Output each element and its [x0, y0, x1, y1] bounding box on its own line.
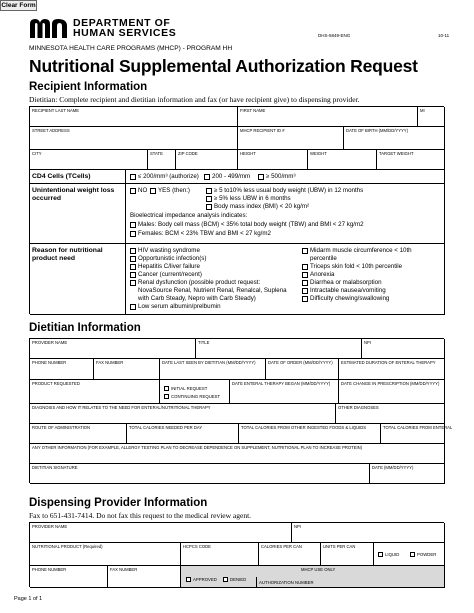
weight-loss-options-cell: [126, 184, 445, 244]
weight-loss-yes-checkbox[interactable]: [150, 188, 156, 194]
reason-midarm-checkbox[interactable]: [302, 248, 308, 254]
dietitian-phone-field[interactable]: [30, 359, 94, 380]
dietitian-fax-field[interactable]: [94, 359, 160, 380]
dept-line-2: HUMAN SERVICES: [73, 27, 177, 39]
reason-renal-checkbox[interactable]: [130, 280, 136, 286]
reason-hiv[interactable]: HIV wasting syndrome: [130, 247, 200, 254]
signature-date-field[interactable]: [370, 464, 445, 484]
dept-line-1: DEPARTMENT OF: [73, 17, 171, 29]
total-other-field[interactable]: [239, 424, 381, 444]
weight-loss-label-cell: [30, 184, 126, 244]
total-needed-label: TOTAL CALORIES NEEDED PER DAY: [129, 425, 203, 430]
continuing-request-checkbox[interactable]: [164, 394, 169, 399]
liquid-checkbox[interactable]: [378, 552, 383, 557]
recipient-first-name-field[interactable]: [238, 107, 418, 127]
criteria-2-checkbox[interactable]: [206, 196, 212, 202]
reason-diarrhea[interactable]: Diarrhea or malabsorption: [302, 279, 382, 286]
enteral-began-label: DATE ENTERAL THERAPY BEGAN (MM/DD/YYYY): [232, 381, 331, 386]
recipient-instructions: Dietitian: Complete recipient and dietitian information and fax (or have recipient give) to dispensing provider.: [29, 95, 360, 104]
est-duration-label: ESTIMATED DURATION OF ENTERAL THERAPY: [341, 360, 436, 365]
renal-products-line-1: NovaSource Renal, Nutrient Renal, Renalcal, Suplena: [138, 287, 287, 294]
dispensing-section-title: Dispensing Provider Information: [29, 497, 208, 509]
state-label: STATE: [150, 151, 163, 156]
weight-label: WEIGHT: [310, 151, 327, 156]
enteral-began-field[interactable]: [230, 380, 339, 404]
total-needed-field[interactable]: [127, 424, 239, 444]
city-label: CITY: [32, 151, 42, 156]
dietitian-title-field[interactable]: [196, 339, 362, 359]
weight-field[interactable]: [308, 150, 377, 170]
target-weight-label: TARGET WEIGHT: [379, 151, 414, 156]
reason-chewing-checkbox[interactable]: [302, 296, 308, 302]
dietitian-title-label: TITLE: [198, 340, 210, 345]
route-field[interactable]: [30, 424, 127, 444]
reason-low-serum[interactable]: Low serum albumin/prelbumin: [130, 303, 221, 310]
zip-field[interactable]: [176, 150, 238, 170]
dispensing-instructions: Fax to 651-431-7414. Do not fax this request to the medical review agent.: [29, 511, 252, 520]
signature-date-label: DATE (MM/DD/YYYY): [372, 465, 414, 470]
first-name-label: FIRST NAME: [240, 108, 266, 113]
dispensing-grid: [29, 522, 444, 587]
cd4-option-3-checkbox[interactable]: [258, 174, 264, 180]
reason-nausea[interactable]: Intractable nausea/vomiting: [302, 287, 386, 294]
bia-females-checkbox[interactable]: [130, 231, 136, 237]
dispensing-npi-label: NPI: [294, 524, 301, 529]
page-title: Nutritional Supplemental Authorization Request: [29, 56, 418, 76]
criteria-1-checkbox[interactable]: [206, 188, 212, 194]
dispensing-fax-field[interactable]: [108, 566, 181, 588]
reason-anorexia[interactable]: Anorexia: [302, 271, 334, 278]
dispensing-phone-field[interactable]: [30, 566, 108, 588]
revision-date: 10-11: [438, 33, 450, 38]
dietitian-provider-name-label: PROVIDER NAME: [32, 340, 68, 345]
powder-checkbox[interactable]: [410, 552, 415, 557]
powder-option[interactable]: POWDER: [410, 552, 436, 557]
street-address-label: STREET ADDRESS: [32, 128, 70, 133]
dhs-logo: [29, 18, 176, 38]
dietitian-signature-label: DIETITIAN SIGNATURE: [32, 465, 78, 470]
request-type-cell: [160, 380, 230, 404]
liquid-option[interactable]: LIQUID: [378, 552, 399, 557]
units-per-can-label: UNITS PER CAN: [323, 544, 356, 549]
reason-hepatitis-checkbox[interactable]: [130, 264, 136, 270]
reason-opportunistic-checkbox[interactable]: [130, 256, 136, 262]
page-footer: Page 1 of 1: [14, 596, 43, 602]
dob-field[interactable]: [344, 127, 445, 150]
bia-males-checkbox[interactable]: [130, 222, 136, 228]
dietitian-grid: [29, 338, 453, 483]
cd4-options-cell: [126, 170, 445, 184]
nutritional-product-label: NUTRITIONAL PRODUCT (Required): [32, 544, 103, 549]
dietitian-npi-field[interactable]: [362, 339, 445, 359]
dispensing-phone-label: PHONE NUMBER: [32, 567, 67, 572]
est-duration-field[interactable]: [339, 359, 445, 380]
dob-label: DATE OF BIRTH (MM/DD/YYYY): [346, 128, 408, 133]
cd4-option-2[interactable]: 200 - 499/mm: [204, 173, 250, 180]
diagnosis-field[interactable]: [30, 404, 336, 424]
reason-opportunistic[interactable]: Opportunistic infection(s): [130, 255, 206, 262]
cd4-option-1-checkbox[interactable]: [130, 174, 136, 180]
weight-loss-no[interactable]: NO: [130, 187, 147, 194]
weight-loss-no-checkbox[interactable]: [130, 188, 136, 194]
dietitian-provider-name-field[interactable]: [30, 339, 196, 359]
nutritional-product-field[interactable]: [30, 543, 181, 566]
state-field[interactable]: [148, 150, 176, 170]
reason-chewing[interactable]: Difficulty chewing/swallowing: [302, 295, 389, 302]
recipient-section-title: Recipient Information: [29, 81, 148, 93]
total-enteral-label: TOTAL CALORIES FROM ENTERAL: [383, 425, 453, 430]
midarm-percentile-text: percentile: [310, 255, 337, 262]
reason-renal[interactable]: Renal dysfunction (possible product request:: [130, 279, 260, 286]
cd4-option-3[interactable]: ≥ 500/mm³: [258, 173, 296, 180]
approved-checkbox[interactable]: [186, 577, 191, 582]
dietitian-section-title: Dietitian Information: [29, 322, 141, 334]
dispensing-npi-field[interactable]: [292, 523, 445, 543]
dietitian-fax-label: FAX NUMBER: [96, 360, 124, 365]
reason-low-serum-checkbox[interactable]: [130, 304, 136, 310]
bia-males-option[interactable]: Males: Body cell mass (BCM) < 35% total body weight (TBW) and BMI < 27 kg/m2: [130, 221, 364, 228]
mhcp-id-field[interactable]: [238, 127, 344, 150]
other-info-label: ANY OTHER INFORMATION (FOR EXAMPLE, ALLERGY TESTING PLAN TO DECREASE DEPENDENCE ON SUPPLEMENT, NUTRITIONAL PLAN TO INCREASE PROTEIN): [32, 445, 363, 450]
reason-anorexia-checkbox[interactable]: [302, 272, 308, 278]
recipient-mi-field[interactable]: [418, 107, 445, 127]
other-diagnoses-field[interactable]: [336, 404, 445, 424]
hcpcs-field[interactable]: [181, 543, 259, 566]
reason-hiv-checkbox[interactable]: [130, 248, 136, 254]
denied-checkbox[interactable]: [223, 577, 228, 582]
dispensing-provider-name-label: PROVIDER NAME: [32, 524, 68, 529]
cd4-option-1[interactable]: ≤ 200/mm³ (authorize): [130, 173, 199, 180]
reason-label-cell: [30, 244, 126, 315]
initial-request-checkbox[interactable]: [164, 386, 169, 391]
product-requested-label: PRODUCT REQUESTED: [32, 381, 80, 386]
criteria-option-3[interactable]: Body mass index (BMI) < 20 kg/m²: [206, 203, 309, 210]
date-change-label: DATE CHANGE IN PRESCRIPTION (MM/DD/YYYY): [341, 381, 440, 386]
total-other-label: TOTAL CALORIES FROM OTHER INGESTED FOODS & LIQUIDS: [241, 425, 367, 430]
date-last-seen-label: DATE LAST SEEN BY DIETITIAN (MM/DD/YYYY): [162, 360, 256, 365]
approved-option[interactable]: APPROVED: [186, 577, 217, 582]
reason-cancer-checkbox[interactable]: [130, 272, 136, 278]
hcpcs-label: HCPCS CODE: [183, 544, 211, 549]
authorization-number-label: AUTHORIZATION NUMBER: [256, 577, 314, 588]
form-type-cell: [374, 543, 445, 566]
program-subhead: MINNESOTA HEALTH CARE PROGRAMS (MHCP) - PROGRAM HH: [29, 45, 233, 52]
mhcp-use-only-label: MHCP USE ONLY: [301, 567, 336, 572]
reason-midarm[interactable]: Midarm muscle circumference < 10th: [302, 247, 412, 254]
date-of-order-field[interactable]: [266, 359, 339, 380]
recipient-grid: [29, 106, 444, 314]
reason-diarrhea-checkbox[interactable]: [302, 280, 308, 286]
cd4-option-2-checkbox[interactable]: [204, 174, 210, 180]
other-diagnoses-label: OTHER DIAGNOSES: [338, 405, 379, 410]
dietitian-phone-label: PHONE NUMBER: [32, 360, 67, 365]
mhcp-use-only-cell: [181, 566, 445, 588]
criteria-option-2[interactable]: ≥ 5% less UBW in 6 months: [206, 195, 291, 202]
recipient-last-name-label: RECIPIENT LAST NAME: [32, 108, 80, 113]
cd4-label-cell: [30, 170, 126, 184]
dietitian-signature-field[interactable]: [30, 464, 370, 484]
weight-loss-yes[interactable]: YES (then:): [150, 187, 190, 194]
criteria-option-1[interactable]: ≥ 5 to10% less usual body weight (UBW) in 12 months: [206, 187, 363, 194]
calories-per-can-label: CALORIES PER CAN: [261, 544, 302, 549]
city-field[interactable]: [30, 150, 148, 170]
diagnosis-label: DIAGNOSIS AND HOW IT RELATES TO THE NEED FOR ENTERAL/NUTRITIONAL THERAPY: [32, 405, 211, 410]
denied-option[interactable]: DENIED: [223, 577, 246, 582]
dispensing-fax-label: FAX NUMBER: [110, 567, 138, 572]
other-info-field[interactable]: [30, 444, 445, 464]
reason-cancer[interactable]: Cancer (current/recent): [130, 271, 202, 278]
target-weight-field[interactable]: [377, 150, 445, 170]
date-change-field[interactable]: [339, 380, 445, 404]
date-of-order-label: DATE OF ORDER (MM/DD/YYYY): [268, 360, 333, 365]
reason-triceps[interactable]: Triceps skin fold < 10th percentile: [302, 263, 402, 270]
bia-label: Bioelectrical impedance analysis indicates:: [130, 212, 248, 219]
mhcp-id-label: MHCP RECIPIENT ID #: [240, 128, 285, 133]
dispensing-provider-name-field[interactable]: [30, 523, 292, 543]
total-enteral-field[interactable]: [381, 424, 453, 444]
renal-products-line-2: with Carb Steady, Nepro with Carb Steady): [138, 295, 256, 302]
street-address-field[interactable]: [30, 127, 238, 150]
reason-label: Reason for nutritional product need: [32, 247, 103, 262]
mi-label: MI: [420, 108, 425, 113]
height-field[interactable]: [238, 150, 308, 170]
dietitian-npi-label: NPI: [364, 340, 371, 345]
continuing-request-option[interactable]: CONTINUING REQUEST: [164, 394, 220, 399]
zip-label: ZIP CODE: [178, 151, 198, 156]
initial-request-option[interactable]: INITIAL REQUEST: [164, 386, 207, 391]
reason-options-cell: [126, 244, 445, 315]
mn-logo-icon: [29, 18, 69, 38]
weight-loss-label: Unintentional weight loss occurred: [32, 187, 115, 202]
reason-hepatitis[interactable]: Hepatitis C/liver failure: [130, 263, 200, 270]
cd4-label: CD4 Cells (TCells): [32, 173, 91, 180]
reason-nausea-checkbox[interactable]: [302, 288, 308, 294]
recipient-last-name-field[interactable]: [30, 107, 238, 127]
criteria-3-checkbox[interactable]: [206, 204, 212, 210]
form-number: DHS-5849-ENG: [318, 33, 351, 38]
product-requested-field[interactable]: [30, 380, 160, 404]
units-per-can-field[interactable]: [321, 543, 374, 566]
route-label: ROUTE OF ADMINISTRATION: [32, 425, 91, 430]
clear-form-button[interactable]: Clear Form: [1, 2, 36, 9]
height-label: HEIGHT: [240, 151, 256, 156]
date-last-seen-field[interactable]: [160, 359, 266, 380]
calories-per-can-field[interactable]: [259, 543, 321, 566]
reason-triceps-checkbox[interactable]: [302, 264, 308, 270]
bia-females-option[interactable]: Females: BCM < 23% TBW and BMI < 27 kg/m2: [130, 230, 271, 237]
